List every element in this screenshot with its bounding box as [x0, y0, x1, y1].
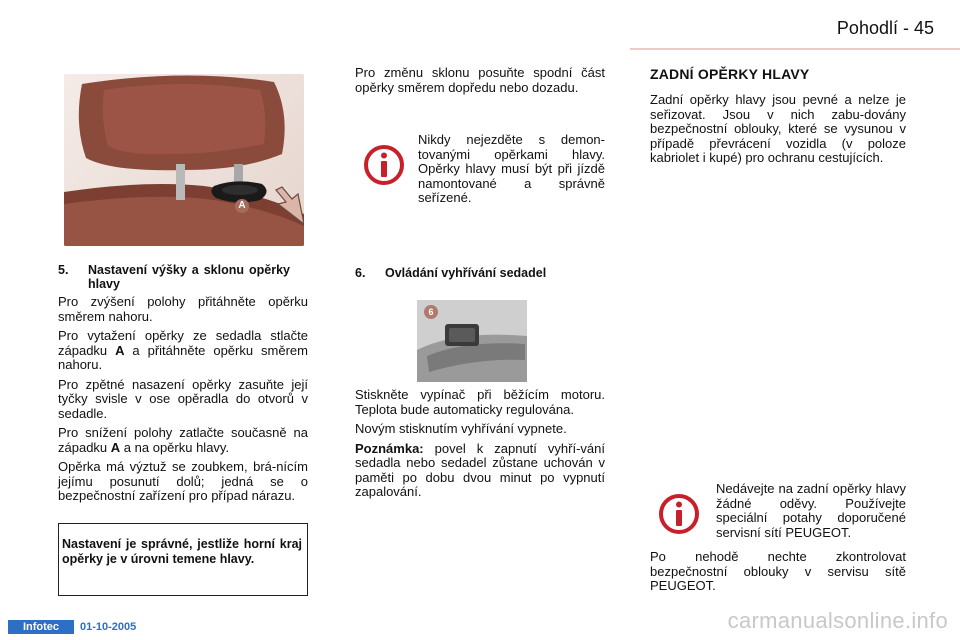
tilt-intro: Pro změnu sklonu posuňte spodní část opěrky směrem dopředu nebo dozadu. — [355, 65, 605, 95]
heading-6-text: Ovládání vyhřívání sedadel — [385, 266, 547, 280]
infotec-logo: Infotec — [8, 620, 74, 634]
heading-6 — [355, 266, 605, 280]
heater-note-label: Poznámka: — [355, 440, 424, 456]
heading-5 — [58, 263, 308, 291]
seat-heater-switch-photo — [417, 300, 527, 382]
paragraph-lower-tail: a na opěrku hlavy. — [123, 439, 230, 455]
footer-date: 01-10-2005 — [80, 621, 137, 633]
paragraph-remove-text: Pro vytažení opěrky ze sedadla stlačte západku — [58, 328, 308, 358]
paragraph-lower — [58, 426, 308, 455]
section-5 — [58, 263, 308, 509]
watermark: carmanualsonline.info — [727, 608, 948, 633]
rear-headrests-paragraph: Zadní opěrky hlavy jsou pevné a nelze je seřizovat. Jsou v nich zabu-dovány bezpečnostní oblouky, které se vysunou v případě převrácení vozidla (v poloze kabriolet i kupé) pro ochranu cestujících. — [650, 92, 906, 165]
note-box-text: Nastavení je správné, jestliže horní kraj opěrky je v úrovni temene hlavy. — [62, 537, 302, 566]
heading-5-text: Nastavení výšky a sklonu opěrky hlavy — [88, 263, 290, 291]
callout-label-6: 6 — [428, 307, 434, 317]
warning-text-front: Nikdy nejezděte s demon-tovanými opěrkami hlavy. Opěrky hlavy musí být při jízdě namontované a správně seřízené. — [418, 132, 605, 205]
warning-info-icon — [362, 143, 406, 187]
header-rule — [630, 48, 960, 50]
page-header — [0, 0, 960, 48]
paragraph-raise: Pro zvýšení polohy přitáhněte opěrku směrem nahoru. — [58, 294, 308, 324]
paragraph-lower-text: Pro snížení polohy zatlačte současně na západku — [58, 425, 308, 455]
paragraph-refit: Pro zpětné nasazení opěrky zasuňte její tyčky svisle v ose opěradla do otvorů v sedadle. — [58, 376, 308, 421]
rear-headrests-title: ZADNÍ OPĚRKY HLAVY — [650, 66, 810, 82]
section-6-text — [355, 388, 605, 505]
heater-paragraph-2: Novým stisknutím vyhřívání vypnete. — [355, 421, 567, 436]
heater-paragraph-1: Stiskněte vypínač při běžícím motoru. Teplota bude automaticky regulována. — [355, 387, 605, 417]
paragraph-remove-tail: a přitáhněte opěrku směrem nahoru. — [58, 342, 308, 372]
heater-note-text: povel k zapnutí vyhří-vání sedadla nebo sedadel zůstane uchován v paměti po dobu dvou minut po vypnutí zapalování. — [355, 440, 605, 499]
heater-note — [355, 442, 605, 500]
paragraph-remove — [58, 329, 308, 373]
latch-letter: A — [115, 342, 125, 358]
headrest-photo — [64, 74, 304, 246]
callout-label-a: A — [238, 200, 246, 211]
heading-5-number: 5. — [58, 263, 69, 277]
page-title: Pohodlí - 45 — [836, 18, 934, 38]
heading-6-number: 6. — [355, 266, 366, 280]
warning-info-icon-rear — [657, 492, 701, 536]
rear-accident-paragraph: Po nehodě nechte zkontrolovat bezpečnostní oblouky v servisu sítě PEUGEOT. — [650, 549, 906, 593]
warning-text-rear: Nedávejte na zadní opěrky hlavy žádné oděvy. Používejte speciální potahy doporučené servisní sítí PEUGEOT. — [716, 481, 906, 540]
latch-letter-2: A — [110, 439, 121, 455]
paragraph-safety: Opěrka má výztuž se zoubkem, brá-nícím jejímu posunutí dolů; jedná se o bezpečnostní zařízení pro případ nárazu. — [58, 459, 308, 503]
